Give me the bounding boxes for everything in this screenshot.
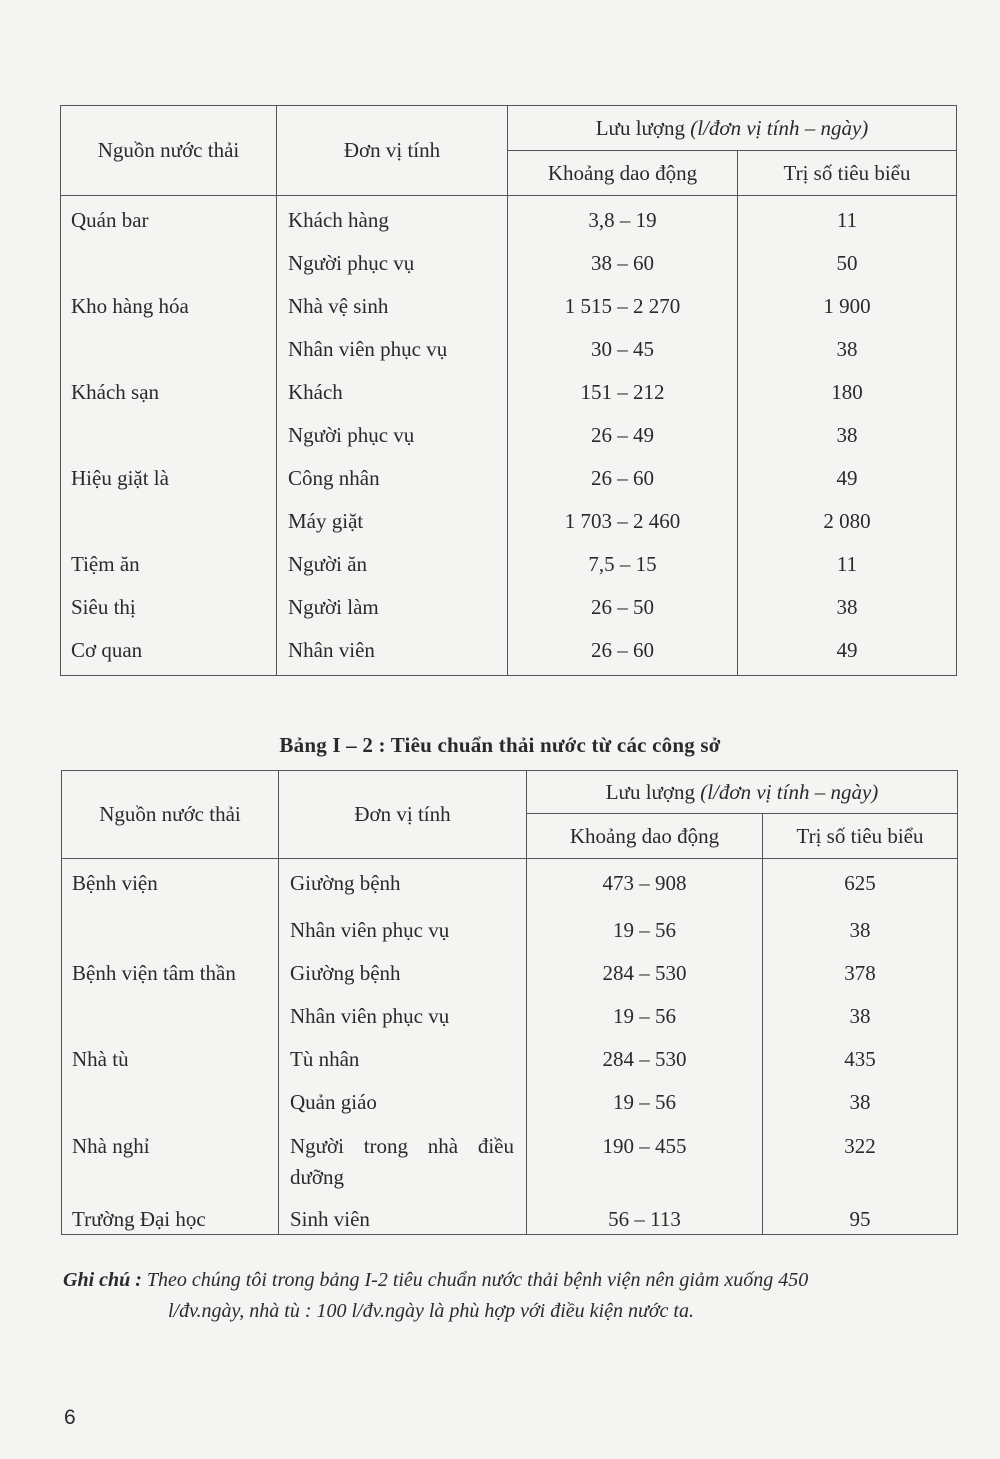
footnote-label: Ghi chú : <box>63 1269 142 1291</box>
header-typical: Trị số tiêu biểu <box>738 151 957 196</box>
cell-range: 7,5 – 15 <box>508 544 738 587</box>
cell-range: 190 – 455 <box>527 1121 763 1195</box>
table-row <box>62 992 958 1035</box>
cell-unit: Người trong nhà điều dưỡng <box>279 1121 527 1195</box>
cell-range: 19 – 56 <box>527 1078 763 1121</box>
cell-range: 151 – 212 <box>508 372 738 415</box>
table-row <box>62 906 958 949</box>
table-row <box>61 415 957 458</box>
header-typical: Trị số tiêu biểu <box>763 814 958 859</box>
header-flow-unit: (l/đơn vị tính – ngày) <box>690 115 869 140</box>
cell-range: 56 – 113 <box>527 1195 763 1235</box>
footnote <box>63 1265 963 1327</box>
cell-source: Nhà tù <box>62 1035 279 1078</box>
cell-range: 30 – 45 <box>508 329 738 372</box>
table-row <box>62 859 958 906</box>
cell-typical: 435 <box>763 1035 958 1078</box>
cell-range: 26 – 50 <box>508 587 738 630</box>
table-row <box>61 587 957 630</box>
header-source: Nguồn nước thải <box>61 106 277 196</box>
cell-unit: Nhân viên phục vụ <box>279 992 527 1035</box>
header-flow <box>527 771 958 814</box>
cell-source: Trường Đại học <box>62 1195 279 1235</box>
table-row <box>61 501 957 544</box>
cell-unit: Nhà vệ sinh <box>277 286 508 329</box>
cell-typical: 49 <box>738 458 957 501</box>
cell-source <box>61 243 277 286</box>
cell-typical: 11 <box>738 196 957 243</box>
table-row <box>61 544 957 587</box>
cell-unit: Giường bệnh <box>279 859 527 906</box>
cell-range: 284 – 530 <box>527 949 763 992</box>
table-2-caption: Bảng I – 2 : Tiêu chuẩn thải nước từ các công sở <box>279 733 721 757</box>
cell-typical: 322 <box>763 1121 958 1195</box>
header-unit: Đơn vị tính <box>279 771 527 859</box>
cell-unit: Nhân viên phục vụ <box>279 906 527 949</box>
header-source: Nguồn nước thải <box>62 771 279 859</box>
cell-unit: Sinh viên <box>279 1195 527 1235</box>
cell-unit: Giường bệnh <box>279 949 527 992</box>
cell-unit: Nhân viên <box>277 630 508 676</box>
table-2-body <box>62 859 958 1235</box>
cell-typical: 50 <box>738 243 957 286</box>
table-row <box>62 1121 958 1195</box>
cell-source <box>62 992 279 1035</box>
cell-range: 26 – 60 <box>508 630 738 676</box>
cell-source: Bệnh viện tâm thần <box>62 949 279 992</box>
cell-source: Kho hàng hóa <box>61 286 277 329</box>
cell-unit: Người ăn <box>277 544 508 587</box>
cell-typical: 378 <box>763 949 958 992</box>
cell-source <box>61 415 277 458</box>
cell-typical: 49 <box>738 630 957 676</box>
cell-source <box>61 501 277 544</box>
cell-typical: 625 <box>763 859 958 906</box>
cell-source: Hiệu giặt là <box>61 458 277 501</box>
header-flow-unit: (l/đơn vị tính – ngày) <box>700 779 879 804</box>
wastewater-table-1 <box>60 105 957 676</box>
cell-typical: 95 <box>763 1195 958 1235</box>
cell-source: Nhà nghỉ <box>62 1121 279 1195</box>
cell-range: 1 515 – 2 270 <box>508 286 738 329</box>
cell-unit: Tù nhân <box>279 1035 527 1078</box>
cell-source: Siêu thị <box>61 587 277 630</box>
header-range: Khoảng dao động <box>527 814 763 859</box>
table-row <box>62 1035 958 1078</box>
header-flow-label: Lưu lượng <box>595 115 691 140</box>
cell-unit: Khách <box>277 372 508 415</box>
page-number: 6 <box>64 1406 76 1429</box>
cell-typical: 38 <box>763 992 958 1035</box>
cell-range: 19 – 56 <box>527 992 763 1035</box>
cell-source <box>62 906 279 949</box>
cell-typical: 38 <box>738 329 957 372</box>
cell-range: 1 703 – 2 460 <box>508 501 738 544</box>
cell-unit: Nhân viên phục vụ <box>277 329 508 372</box>
cell-typical: 180 <box>738 372 957 415</box>
cell-typical: 38 <box>763 1078 958 1121</box>
wastewater-table-2 <box>61 770 958 1235</box>
footnote-line-1: Theo chúng tôi trong bảng I-2 tiêu chuẩn nước thải bệnh viện nên giảm xuống 450 <box>141 1269 809 1291</box>
cell-range: 26 – 60 <box>508 458 738 501</box>
header-flow-label: Lưu lượng <box>605 779 701 804</box>
cell-typical: 2 080 <box>738 501 957 544</box>
table-row <box>61 630 957 676</box>
cell-unit: Người phục vụ <box>277 243 508 286</box>
cell-typical: 38 <box>738 587 957 630</box>
table-row <box>61 243 957 286</box>
cell-source: Tiệm ăn <box>61 544 277 587</box>
cell-unit: Người phục vụ <box>277 415 508 458</box>
cell-typical: 38 <box>763 906 958 949</box>
cell-unit: Quản giáo <box>279 1078 527 1121</box>
cell-typical: 1 900 <box>738 286 957 329</box>
cell-range: 26 – 49 <box>508 415 738 458</box>
cell-unit: Khách hàng <box>277 196 508 243</box>
table-row <box>61 196 957 243</box>
header-range: Khoảng dao động <box>508 151 738 196</box>
table-row <box>61 458 957 501</box>
cell-unit: Máy giặt <box>277 501 508 544</box>
cell-range: 284 – 530 <box>527 1035 763 1078</box>
cell-range: 473 – 908 <box>527 859 763 906</box>
cell-range: 19 – 56 <box>527 906 763 949</box>
cell-source <box>61 329 277 372</box>
cell-source <box>62 1078 279 1121</box>
cell-source: Khách sạn <box>61 372 277 415</box>
cell-source: Cơ quan <box>61 630 277 676</box>
cell-range: 38 – 60 <box>508 243 738 286</box>
footnote-line-2: l/đv.ngày, nhà tù : 100 l/đv.ngày là phù hợp với điều kiện nước ta. <box>168 1300 694 1322</box>
cell-unit: Người làm <box>277 587 508 630</box>
table-row <box>62 1195 958 1235</box>
table-row <box>61 329 957 372</box>
header-unit: Đơn vị tính <box>277 106 508 196</box>
table-row <box>62 949 958 992</box>
table-row <box>61 286 957 329</box>
cell-typical: 38 <box>738 415 957 458</box>
cell-source: Bệnh viện <box>62 859 279 906</box>
cell-typical: 11 <box>738 544 957 587</box>
table-row <box>62 1078 958 1121</box>
table-1-body <box>61 196 957 676</box>
cell-unit: Công nhân <box>277 458 508 501</box>
cell-source: Quán bar <box>61 196 277 243</box>
header-flow <box>508 106 957 151</box>
cell-range: 3,8 – 19 <box>508 196 738 243</box>
table-row <box>61 372 957 415</box>
